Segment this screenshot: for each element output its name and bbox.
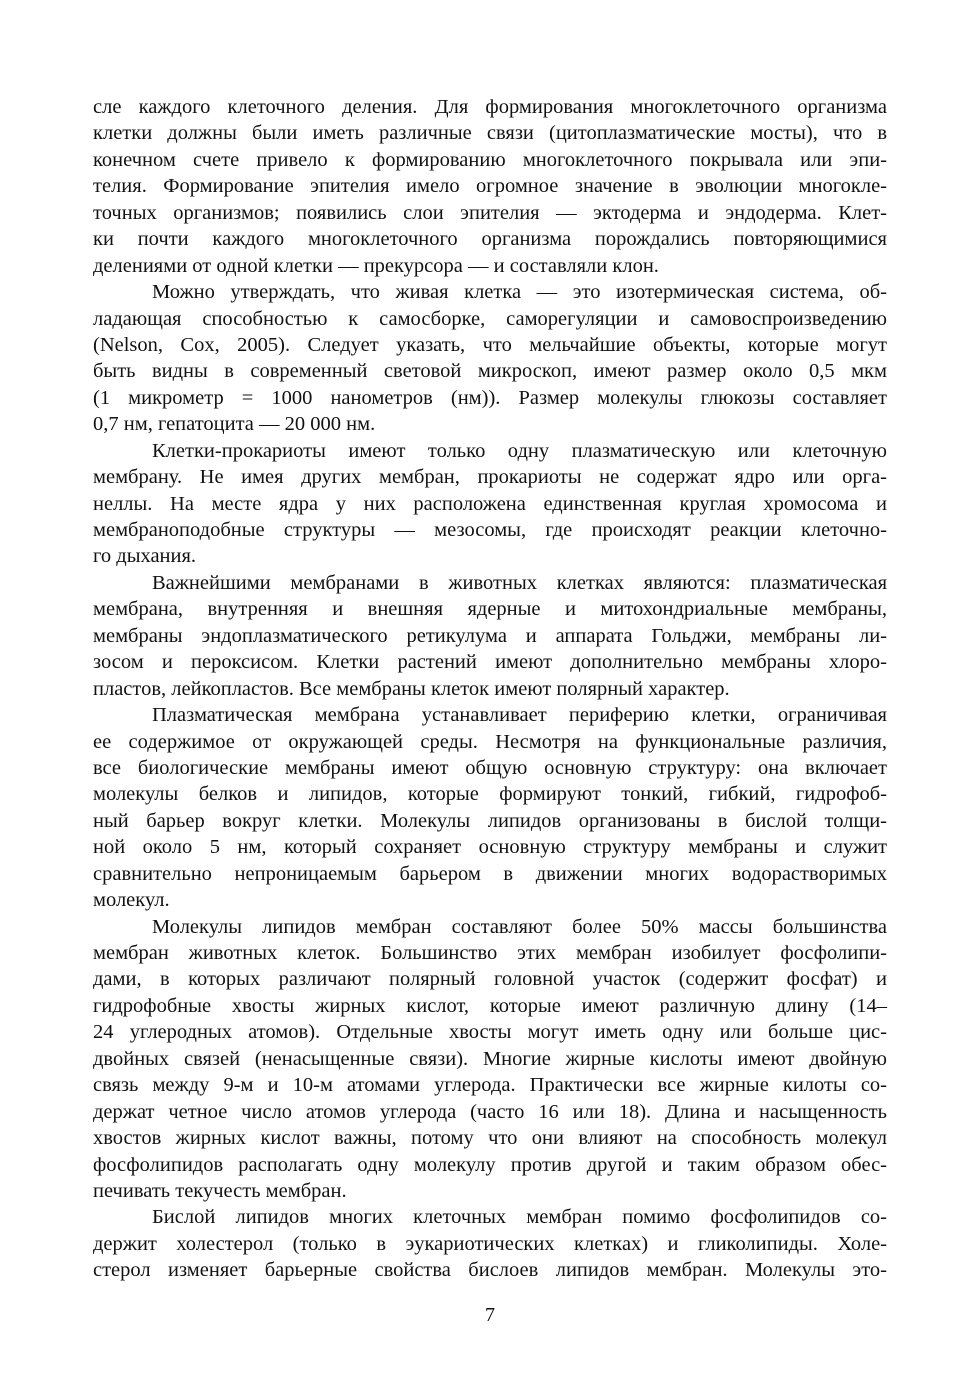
text-line: (1 микрометр = 1000 нанометров (нм)). Размер молекулы глюкозы составляет <box>93 386 887 409</box>
text-line: телия. Формирование эпителия имело огромное значение в эволюции многокле- <box>93 175 887 198</box>
text-line: делениями от одной клетки — прекурсора — и составляли клон. <box>93 254 659 277</box>
text-line: держит холестерол (только в эукариотических клетках) и гликолипиды. Холе- <box>93 1232 887 1255</box>
text-line: точных организмов; появились слои эпителия — эктодерма и эндодерма. Клет- <box>93 201 887 224</box>
text-line: мембрана, внутренняя и внешняя ядерные и митохондриальные мембраны, <box>93 598 887 621</box>
text-line: 0,7 нм, гепатоцита — 20 000 нм. <box>93 413 376 436</box>
paragraph <box>93 570 887 702</box>
text-line: го дыхания. <box>93 545 197 568</box>
text-line: все биологические мембраны имеют общую основную структуру: она включает <box>93 756 887 779</box>
text-line: стерол изменяет барьерные свойства бислоев липидов мембран. Молекулы это- <box>93 1259 887 1282</box>
text-line: 24 углеродных атомов). Отдельные хвосты могут иметь одну или больше цис- <box>93 1021 887 1044</box>
text-line: пластов, лейкопластов. Все мембраны клеток имеют полярный характер. <box>93 677 730 700</box>
paragraph <box>93 914 887 1205</box>
text-line: клетки должны были иметь различные связи (цитоплазматические мосты), что в <box>93 122 887 145</box>
text-line: Молекулы липидов мембран составляют более 50% массы большинства <box>152 915 887 938</box>
text-line: ки почти каждого многоклеточного организма порождались повторяющимися <box>93 228 887 251</box>
text-line: дами, в которых различают полярный головной участок (содержит фосфат) и <box>93 968 887 991</box>
text-line: ной около 5 нм, который сохраняет основную структуру мембраны и служит <box>93 836 887 859</box>
text-line: ный барьер вокруг клетки. Молекулы липидов организованы в бислой толщи- <box>93 809 887 832</box>
text-line: мембрану. Не имея других мембран, прокариоты не содержат ядро или орга- <box>93 466 887 489</box>
paragraph <box>93 702 887 914</box>
paragraph <box>93 94 887 279</box>
text-line: двойных связей (ненасыщенные связи). Многие жирные кислоты имеют двойную <box>93 1047 887 1070</box>
text-line: держат четное число атомов углерода (часто 16 или 18). Длина и насыщенность <box>93 1100 887 1123</box>
text-line: хвостов жирных кислот важны, потому что они влияют на способность молекул <box>93 1127 887 1150</box>
text-line: фосфолипидов располагать одну молекулу против другой и таким образом обес- <box>93 1153 887 1176</box>
text-line: Клетки-прокариоты имеют только одну плазматическую или клеточную <box>152 439 887 462</box>
paragraph <box>93 279 887 438</box>
text-line: зосом и пероксисом. Клетки растений имеют дополнительно мембраны хлоро- <box>93 651 887 674</box>
text-line: печивать текучесть мембран. <box>93 1179 347 1202</box>
text-line: ее содержимое от окружающей среды. Несмотря на функциональные различия, <box>93 730 887 753</box>
text-line: Бислой липидов многих клеточных мембран помимо фосфолипидов со- <box>152 1206 887 1229</box>
text-line: Можно утверждать, что живая клетка — это изотермическая система, об- <box>152 281 887 304</box>
text-line: сле каждого клеточного деления. Для формирования многоклеточного организма <box>93 96 887 118</box>
text-line: ладающая способностью к самосборке, саморегуляции и самовоспроизведению <box>93 307 887 330</box>
text-line: (Nelson, Cox, 2005). Следует указать, что мельчайшие объекты, которые могут <box>93 333 887 356</box>
text-line: молекулы белков и липидов, которые формируют тонкий, гибкий, гидрофоб- <box>93 783 887 806</box>
text-line: мембраны эндоплазматического ретикулума и аппарата Гольджи, мембраны ли- <box>93 624 887 647</box>
paragraph <box>93 438 887 570</box>
page-number: 7 <box>485 1304 495 1326</box>
text-line: Плазматическая мембрана устанавливает периферию клетки, ограничивая <box>152 704 887 727</box>
text-line: молекул. <box>93 889 170 912</box>
text-line: быть видны в современный световой микроскоп, имеют размер около 0,5 мкм <box>93 360 887 383</box>
text-line: мембраноподобные структуры — мезосомы, где происходят реакции клеточно- <box>93 519 887 541</box>
text-line: мембран животных клеток. Большинство этих мембран изобилует фосфолипи- <box>93 942 887 964</box>
text-line: конечном счете привело к формированию многоклеточного покрывала или эпи- <box>93 148 887 171</box>
text-line: Важнейшими мембранами в животных клетках являются: плазматическая <box>152 571 887 594</box>
paragraph <box>93 1204 887 1283</box>
page-body <box>93 94 887 1284</box>
text-line: связь между 9-м и 10-м атомами углерода. Практически все жирные килоты со- <box>93 1074 887 1097</box>
text-line: сравнительно непроницаемым барьером в движении многих водорастворимых <box>93 862 887 885</box>
text-line: неллы. На месте ядра у них расположена единственная круглая хромосома и <box>93 492 887 515</box>
text-line: гидрофобные хвосты жирных кислот, которые имеют различную длину (14– <box>93 994 887 1017</box>
